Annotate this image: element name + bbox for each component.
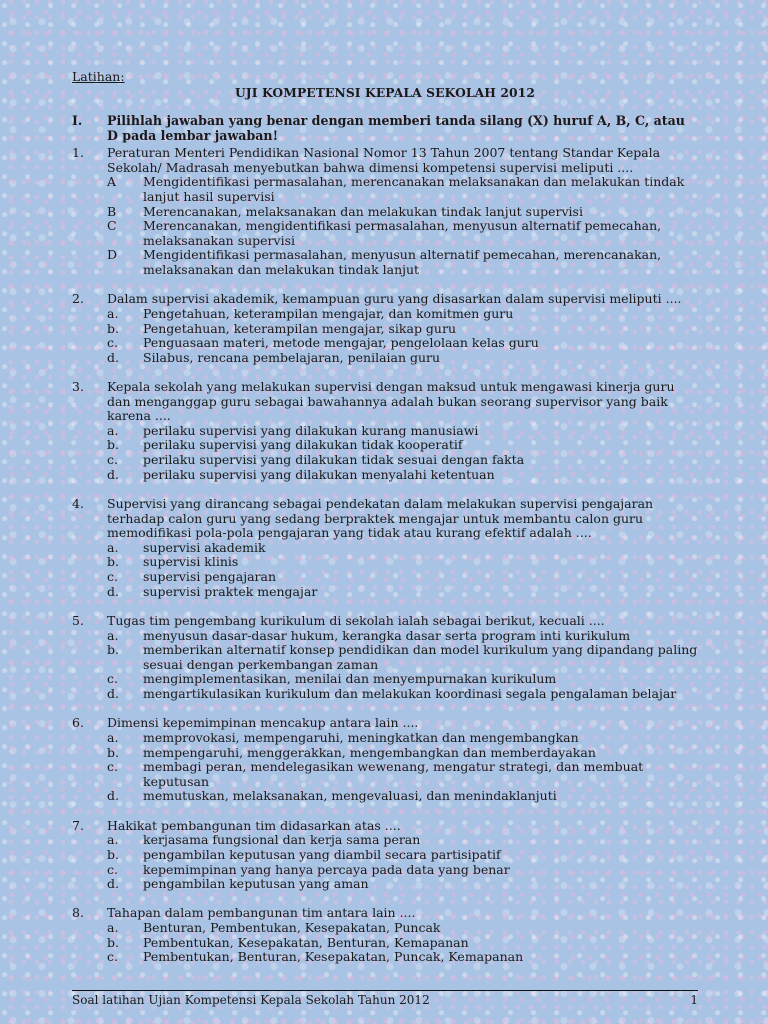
answer-option [72, 541, 698, 556]
option-letter: b. [107, 642, 119, 658]
option-text: perilaku supervisi yang dilakukan tidak sesuai dengan fakta [143, 452, 525, 468]
answer-option [72, 921, 698, 936]
answer-option [72, 205, 698, 220]
option-letter: d. [107, 349, 119, 365]
option-letter: a. [107, 627, 119, 643]
answer-option [72, 848, 698, 863]
option-letter: b. [107, 744, 119, 760]
answer-option [72, 672, 698, 687]
question-text: Dimensi kepemimpinan mencakup antara lain .... [107, 715, 419, 731]
answer-option [72, 336, 698, 351]
option-text: membagi peran, mendelegasikan wewenang, mengatur strategi, dan membuat keputusan [143, 759, 644, 789]
option-letter: d. [107, 466, 119, 482]
question-number: 1. [72, 145, 84, 161]
question [72, 906, 698, 964]
option-text: pengambilan keputusan yang aman [143, 876, 369, 892]
option-letter: c. [107, 949, 118, 965]
answer-option [72, 322, 698, 337]
answer-option [72, 936, 698, 951]
option-letter: b. [107, 437, 119, 453]
option-text: perilaku supervisi yang dilakukan tidak kooperatif [143, 437, 463, 453]
answer-option [72, 585, 698, 600]
answer-option [72, 833, 698, 848]
option-letter: d. [107, 583, 119, 599]
answer-option [72, 877, 698, 892]
instruction [72, 114, 698, 143]
option-text: kerjasama fungsional dan kerja sama peran [143, 832, 421, 848]
option-text: mengartikulasikan kurikulum dan melakukan koordinasi segala pengalaman belajar [143, 685, 677, 701]
option-text: supervisi akademik [143, 539, 266, 555]
option-text: kepemimpinan yang hanya percaya pada data yang benar [143, 861, 510, 877]
option-letter: b. [107, 934, 119, 950]
question-text: Hakikat pembangunan tim didasarkan atas .... [107, 817, 401, 833]
answer-option [72, 760, 698, 789]
question-number: 4. [72, 496, 84, 512]
option-text: supervisi praktek mengajar [143, 583, 318, 599]
option-text: Mengidentifikasi permasalahan, merencanakan melaksanakan dan melakukan tindak lanjut hasil supervisi [143, 174, 685, 204]
option-letter: a. [107, 729, 119, 745]
option-text: Pembentukan, Kesepakatan, Benturan, Kemapanan [143, 934, 469, 950]
question-number: 6. [72, 715, 84, 731]
option-text: mengimplementasikan, menilai dan menyempurnakan kurikulum [143, 671, 557, 687]
question [72, 614, 698, 702]
option-letter: b. [107, 320, 119, 336]
option-text: Pengetahuan, keterampilan mengajar, sikap guru [143, 320, 456, 336]
option-letter: a. [107, 920, 119, 936]
question-text: Supervisi yang dirancang sebagai pendekatan dalam melakukan supervisi pengajaran terhadap calon guru yang sedang berpraktek mengajar untuk membantu calon guru memodifikasi pola-pola pengajaran yang tidak atau kurang efektif adalah .... [107, 496, 654, 541]
option-letter: c. [107, 861, 118, 877]
question [72, 380, 698, 482]
option-letter: a. [107, 305, 119, 321]
option-text: Pengetahuan, keterampilan mengajar, dan komitmen guru [143, 305, 514, 321]
answer-option [72, 424, 698, 439]
footer-text: Soal latihan Ujian Kompetensi Kepala Sekolah Tahun 2012 [72, 993, 430, 1007]
question [72, 146, 698, 277]
answer-option [72, 746, 698, 761]
option-text: mempengaruhi, menggerakkan, mengembangkan dan memberdayakan [143, 744, 596, 760]
option-text: Pembentukan, Benturan, Kesepakatan, Puncak, Kemapanan [143, 949, 524, 965]
option-text: Penguasaan materi, metode mengajar, pengelolaan kelas guru [143, 335, 539, 351]
answer-option [72, 351, 698, 366]
option-letter: c. [107, 759, 118, 775]
option-text: perilaku supervisi yang dilakukan kurang manusiawi [143, 422, 479, 438]
option-letter: B [107, 203, 117, 219]
answer-option [72, 863, 698, 878]
option-letter: C [107, 218, 117, 234]
answer-option [72, 438, 698, 453]
question [72, 716, 698, 804]
answer-option [72, 731, 698, 746]
answer-option [72, 175, 698, 204]
option-text: Benturan, Pembentukan, Kesepakatan, Puncak [143, 920, 441, 936]
question-number: 3. [72, 379, 84, 395]
question-text: Peraturan Menteri Pendidikan Nasional Nomor 13 Tahun 2007 tentang Standar Kepala Sekolah/ Madrasah menyebutkan bahwa dimensi kompetensi supervisi meliputi .... [107, 145, 661, 175]
option-text: memutuskan, melaksanakan, mengevaluasi, dan menindaklanjuti [143, 788, 557, 804]
option-text: menyusun dasar-dasar hukum, kerangka dasar serta program inti kurikulum [143, 627, 631, 643]
section-label: Latihan: [72, 69, 125, 84]
option-letter: c. [107, 569, 118, 585]
option-letter: d. [107, 876, 119, 892]
option-text: Silabus, rencana pembelajaran, penilaian guru [143, 349, 441, 365]
question-text: Dalam supervisi akademik, kemampuan guru yang disasarkan dalam supervisi meliputi .... [107, 291, 682, 307]
option-letter: D [107, 247, 118, 263]
option-text: memberikan alternatif konsep pendidikan dan model kurikulum yang dipandang paling sesuai dengan perkembangan zaman [143, 642, 698, 672]
option-text: supervisi pengajaran [143, 569, 276, 585]
answer-option [72, 307, 698, 322]
question-text: Kepala sekolah yang melakukan supervisi dengan maksud untuk mengawasi kinerja guru dan menganggap guru sebagai bawahannya adalah bukan seorang supervisor yang baik karena .... [107, 379, 675, 424]
question-text: Tugas tim pengembang kurikulum di sekolah ialah sebagai berikut, kecuali .... [107, 613, 605, 628]
option-letter: c. [107, 335, 118, 351]
option-text: pengambilan keputusan yang diambil secara partisipatif [143, 846, 501, 862]
question-number: 8. [72, 905, 84, 921]
option-text: memprovokasi, mempengaruhi, meningkatkan dan mengembangkan [143, 729, 579, 745]
answer-option [72, 643, 698, 672]
page-number: 1 [690, 993, 698, 1007]
question-number: 7. [72, 817, 84, 833]
option-letter: b. [107, 554, 119, 570]
question [72, 819, 698, 892]
answer-option [72, 555, 698, 570]
instruction-text: Pilihlah jawaban yang benar dengan memberi tanda silang (X) huruf A, B, C, atau D pada lembar jawaban! [107, 113, 685, 143]
answer-option [72, 789, 698, 804]
option-letter: a. [107, 422, 119, 438]
document-page [72, 70, 698, 980]
answer-option [72, 950, 698, 965]
option-text: Mengidentifikasi permasalahan, menyusun alternatif pemecahan, merencanakan, melaksanakan dan melakukan tindak lanjut [143, 247, 662, 277]
option-letter: c. [107, 671, 118, 687]
option-text: Merencanakan, mengidentifikasi permasalahan, menyusun alternatif pemecahan, melaksanakan supervisi [143, 218, 662, 248]
option-text: perilaku supervisi yang dilakukan menyalahi ketentuan [143, 466, 495, 482]
instruction-number: I. [72, 113, 83, 128]
option-letter: c. [107, 452, 118, 468]
question [72, 497, 698, 599]
option-text: Merencanakan, melaksanakan dan melakukan tindak lanjut supervisi [143, 203, 583, 219]
option-letter: b. [107, 846, 119, 862]
page-title: UJI KOMPETENSI KEPALA SEKOLAH 2012 [234, 85, 535, 100]
answer-option [72, 248, 698, 277]
option-letter: d. [107, 685, 119, 701]
option-letter: a. [107, 832, 119, 848]
answer-option [72, 468, 698, 483]
answer-option [72, 453, 698, 468]
answer-option [72, 219, 698, 248]
option-letter: a. [107, 539, 119, 555]
option-text: supervisi klinis [143, 554, 239, 570]
answer-option [72, 629, 698, 644]
question-text: Tahapan dalam pembangunan tim antara lain .... [107, 905, 416, 921]
answer-option [72, 687, 698, 702]
answer-option [72, 570, 698, 585]
option-letter: A [107, 174, 117, 190]
question-number: 5. [72, 613, 84, 628]
page-footer [72, 990, 698, 1007]
option-letter: d. [107, 788, 119, 804]
question-number: 2. [72, 291, 84, 307]
question [72, 292, 698, 365]
